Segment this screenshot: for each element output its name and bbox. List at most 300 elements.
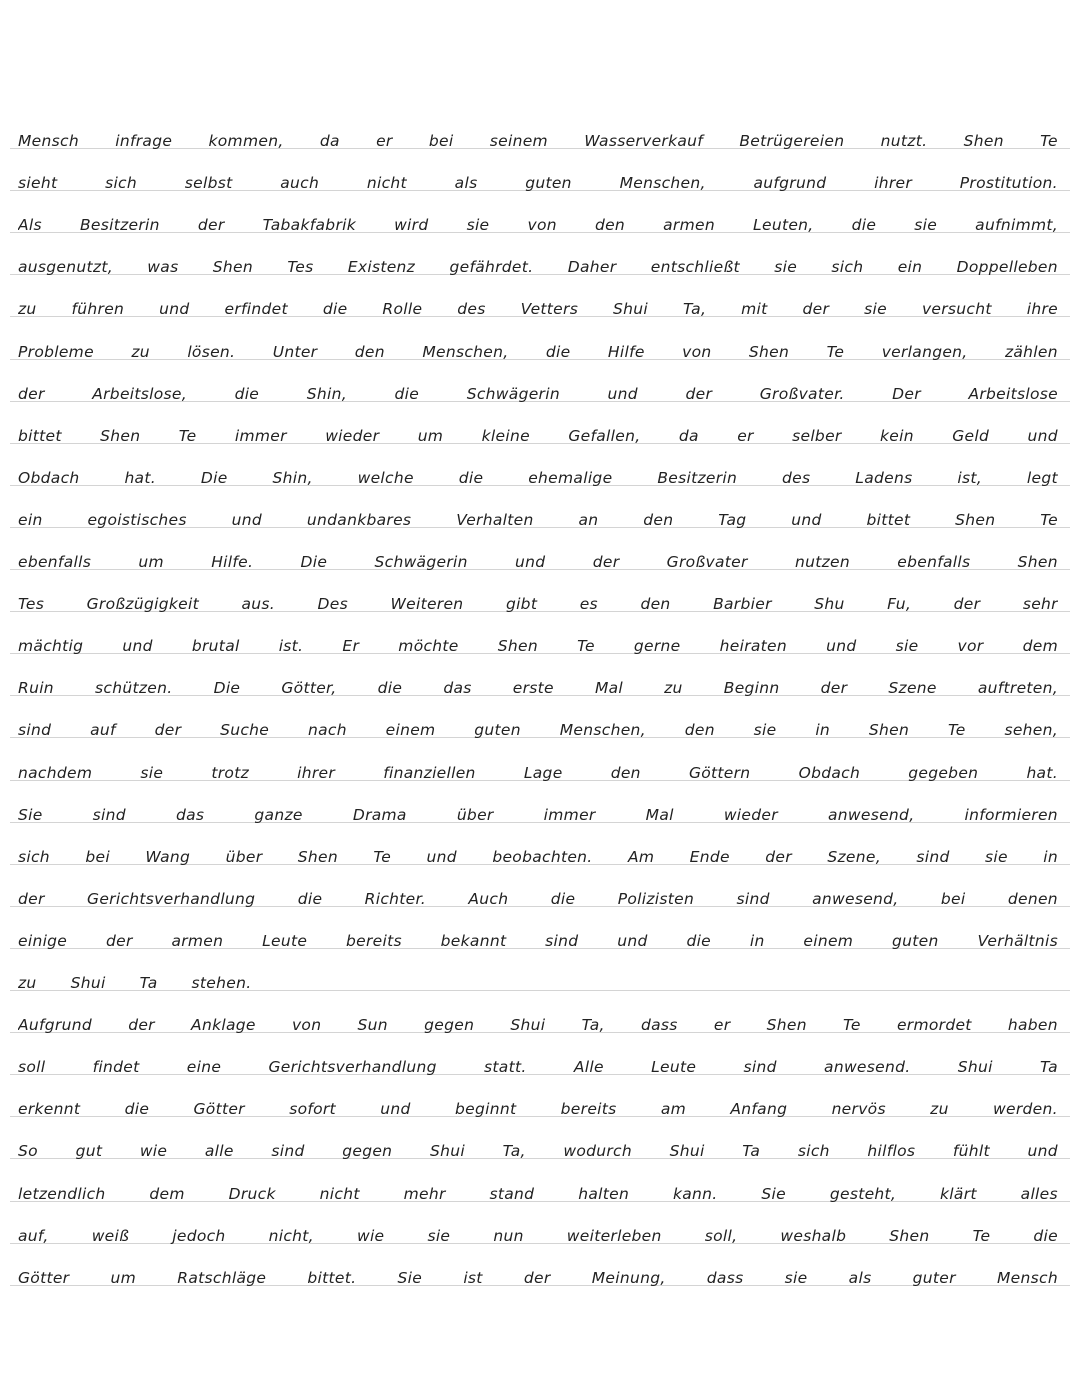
- word: soll,: [704, 1227, 738, 1245]
- word: Menschen,: [559, 721, 646, 739]
- word: am: [660, 1100, 687, 1118]
- word: sie: [774, 258, 798, 276]
- word: sind: [271, 1142, 305, 1160]
- word: die: [686, 932, 712, 950]
- word: Ende: [689, 848, 730, 866]
- word: Te: [178, 427, 197, 445]
- word: Shen: [297, 848, 339, 866]
- word: Shin,: [306, 385, 347, 403]
- word: auf: [90, 721, 116, 739]
- word: Anfang: [730, 1100, 788, 1118]
- word: welche: [357, 469, 414, 487]
- word: infrage: [115, 132, 173, 150]
- word: weshalb: [780, 1227, 847, 1245]
- word: und: [380, 1100, 411, 1118]
- word: einem: [803, 932, 854, 950]
- word: sich: [797, 1142, 830, 1160]
- word: erste: [512, 679, 554, 697]
- text-line: [18, 1251, 1058, 1287]
- word: armen: [171, 932, 224, 950]
- word: kein: [879, 427, 914, 445]
- word: über: [456, 806, 494, 824]
- word: es: [579, 595, 598, 613]
- word: um: [138, 553, 164, 571]
- text-line: [18, 998, 1058, 1034]
- word: Leuten,: [753, 216, 814, 234]
- word: guten: [525, 174, 572, 192]
- word: Shui: [957, 1058, 993, 1076]
- word: undankbares: [306, 511, 412, 529]
- word: findet: [92, 1058, 140, 1076]
- word: eine: [186, 1058, 222, 1076]
- text-line: [18, 830, 1058, 866]
- word: statt.: [484, 1058, 527, 1076]
- word: Ta: [1040, 1058, 1058, 1076]
- word: und: [515, 553, 546, 571]
- word: er: [376, 132, 393, 150]
- word: Arbeitslose,: [92, 385, 187, 403]
- word: bittet.: [307, 1269, 357, 1287]
- word: Te: [577, 637, 595, 655]
- word: anwesend,: [827, 806, 915, 824]
- word: Shen: [497, 637, 538, 655]
- word: Shui: [669, 1142, 705, 1160]
- word: seinem: [489, 132, 548, 150]
- word: der: [523, 1269, 551, 1287]
- word: Polizisten: [617, 890, 695, 908]
- word: der: [105, 932, 133, 950]
- word: den: [610, 764, 641, 782]
- word: der: [592, 553, 620, 571]
- word: ebenfalls: [18, 553, 92, 571]
- word: Shen: [963, 132, 1004, 150]
- word: schützen.: [95, 679, 173, 697]
- word: wird: [394, 216, 429, 234]
- word: Fu,: [887, 595, 912, 613]
- word: sie: [985, 848, 1008, 866]
- word: er: [713, 1016, 731, 1034]
- text-line: [18, 409, 1058, 445]
- word: der: [154, 721, 182, 739]
- word: Tes: [18, 595, 45, 613]
- word: alle: [204, 1142, 234, 1160]
- word: Tes: [287, 258, 314, 276]
- word: Ladens: [855, 469, 913, 487]
- word: Besitzerin: [79, 216, 160, 234]
- word: selber: [792, 427, 842, 445]
- word: kleine: [481, 427, 530, 445]
- word: nicht: [319, 1185, 360, 1203]
- word: bereits: [560, 1100, 617, 1118]
- word: Menschen,: [422, 343, 509, 361]
- word: bereits: [346, 932, 402, 950]
- word: dem: [1022, 637, 1058, 655]
- word: ihrer: [297, 764, 336, 782]
- word: Die: [200, 469, 228, 487]
- word: Obdach: [18, 469, 80, 487]
- word: Schwägerin: [374, 553, 468, 571]
- word: aufnimmt,: [975, 216, 1058, 234]
- word: Shui: [70, 974, 106, 992]
- word: dass: [640, 1016, 678, 1034]
- word: kommen,: [208, 132, 284, 150]
- word: vor: [957, 637, 984, 655]
- text-line: [18, 198, 1058, 234]
- word: gesteht,: [829, 1185, 897, 1203]
- word: Am: [627, 848, 655, 866]
- word: guten: [474, 721, 521, 739]
- word: Hilfe: [607, 343, 645, 361]
- word: Lage: [523, 764, 563, 782]
- word: Richter.: [364, 890, 426, 908]
- word: und: [426, 848, 457, 866]
- word: er: [737, 427, 754, 445]
- word: nutzen: [794, 553, 850, 571]
- text-line: [18, 788, 1058, 824]
- word: den: [643, 511, 674, 529]
- word: immer: [234, 427, 287, 445]
- word: Prostitution.: [959, 174, 1058, 192]
- word: weiterleben: [566, 1227, 662, 1245]
- word: das: [176, 806, 205, 824]
- word: Sun: [357, 1016, 388, 1034]
- word: Götter: [18, 1269, 70, 1287]
- word: führen: [71, 300, 125, 318]
- word: Der: [892, 385, 921, 403]
- word: sofort: [289, 1100, 336, 1118]
- word: Wang: [145, 848, 191, 866]
- word: zu: [664, 679, 683, 697]
- word: Die: [300, 553, 328, 571]
- word: Gerichtsverhandlung: [268, 1058, 437, 1076]
- word: wie: [139, 1142, 168, 1160]
- text-line: [18, 1209, 1058, 1245]
- word: da: [319, 132, 340, 150]
- word: Verhältnis: [977, 932, 1058, 950]
- word: Shen: [955, 511, 996, 529]
- word: nicht,: [268, 1227, 314, 1245]
- word: sich: [105, 174, 138, 192]
- word: haben: [1007, 1016, 1058, 1034]
- word: sind: [743, 1058, 777, 1076]
- word: Des: [317, 595, 348, 613]
- word: zu: [930, 1100, 949, 1118]
- word: und: [159, 300, 190, 318]
- word: auch: [280, 174, 320, 192]
- word: bittet: [18, 427, 62, 445]
- word: Weiteren: [390, 595, 464, 613]
- word: gegen: [342, 1142, 393, 1160]
- word: jedoch: [172, 1227, 226, 1245]
- word: gibt: [505, 595, 538, 613]
- word: Mal: [645, 806, 674, 824]
- word: die: [1033, 1227, 1058, 1245]
- word: Drama: [352, 806, 407, 824]
- word: Leute: [262, 932, 308, 950]
- word: sie: [895, 637, 919, 655]
- word: Verhalten: [456, 511, 534, 529]
- word: Druck: [228, 1185, 276, 1203]
- word: die: [234, 385, 260, 403]
- word: zu: [18, 300, 37, 318]
- text-line: [18, 240, 1058, 276]
- word: Großzügigkeit: [86, 595, 199, 613]
- word: mehr: [403, 1185, 446, 1203]
- word: gefährdet.: [449, 258, 534, 276]
- word: informieren: [964, 806, 1058, 824]
- text-line: [18, 914, 1058, 950]
- word: erfindet: [224, 300, 288, 318]
- word: Barbier: [713, 595, 772, 613]
- word: gerne: [633, 637, 681, 655]
- word: Te: [1040, 511, 1058, 529]
- text-line: [18, 282, 1058, 318]
- word: nervös: [831, 1100, 886, 1118]
- word: die: [851, 216, 877, 234]
- word: möchte: [398, 637, 459, 655]
- text-line: [18, 367, 1058, 403]
- word: über: [225, 848, 263, 866]
- word: um: [417, 427, 444, 445]
- word: um: [110, 1269, 137, 1287]
- word: von: [291, 1016, 322, 1034]
- word: ihrer: [874, 174, 913, 192]
- word: Auch: [468, 890, 509, 908]
- word: Arbeitslose: [968, 385, 1058, 403]
- word: da: [678, 427, 699, 445]
- word: wodurch: [563, 1142, 633, 1160]
- word: Besitzerin: [657, 469, 738, 487]
- word: Gefallen,: [568, 427, 641, 445]
- word: die: [550, 890, 576, 908]
- word: in: [1043, 848, 1058, 866]
- word: die: [458, 469, 484, 487]
- word: sehen,: [1004, 721, 1058, 739]
- text-line: [18, 1124, 1058, 1160]
- word: Obdach: [798, 764, 861, 782]
- word: in: [749, 932, 765, 950]
- word: Meinung,: [591, 1269, 666, 1287]
- word: die: [297, 890, 323, 908]
- word: finanziellen: [383, 764, 476, 782]
- word: Göttern: [688, 764, 751, 782]
- word: legt: [1026, 469, 1058, 487]
- word: sind: [18, 721, 52, 739]
- word: Sie: [397, 1269, 423, 1287]
- word: Te: [843, 1016, 861, 1034]
- word: bei: [428, 132, 454, 150]
- word: stand: [489, 1185, 535, 1203]
- word: kann.: [672, 1185, 718, 1203]
- word: hat.: [124, 469, 156, 487]
- word: und: [1027, 427, 1058, 445]
- word: soll: [18, 1058, 46, 1076]
- word: ehemalige: [528, 469, 613, 487]
- word: Rolle: [382, 300, 423, 318]
- word: ist: [463, 1269, 483, 1287]
- word: beobachten.: [492, 848, 593, 866]
- word: Hilfe.: [211, 553, 254, 571]
- text-line: [18, 156, 1058, 192]
- word: bei: [85, 848, 110, 866]
- word: den: [684, 721, 715, 739]
- word: Wasserverkauf: [584, 132, 704, 150]
- word: der: [685, 385, 713, 403]
- text-line: [18, 114, 1058, 150]
- word: beginnt: [454, 1100, 517, 1118]
- word: letzendlich: [18, 1185, 106, 1203]
- word: ganze: [254, 806, 303, 824]
- text-line: [18, 703, 1058, 739]
- word: wie: [356, 1227, 385, 1245]
- word: mit: [741, 300, 768, 318]
- word: nachdem: [18, 764, 93, 782]
- word: Te: [947, 721, 966, 739]
- text-line: [18, 493, 1058, 529]
- word: stehen.: [191, 974, 252, 992]
- word: halten: [578, 1185, 630, 1203]
- word: sind: [92, 806, 126, 824]
- word: Aufgrund: [18, 1016, 92, 1034]
- word: Leute: [651, 1058, 697, 1076]
- word: ein: [18, 511, 43, 529]
- word: Shu: [814, 595, 845, 613]
- word: Ta,: [502, 1142, 526, 1160]
- word: des: [782, 469, 811, 487]
- word: hilflos: [867, 1142, 916, 1160]
- word: Szene: [888, 679, 937, 697]
- word: Schwägerin: [466, 385, 560, 403]
- word: der: [820, 679, 848, 697]
- word: Alle: [573, 1058, 604, 1076]
- word: selbst: [184, 174, 233, 192]
- word: sind: [545, 932, 579, 950]
- word: Shen: [868, 721, 910, 739]
- word: ihre: [1026, 300, 1058, 318]
- word: den: [354, 343, 385, 361]
- word: Szene,: [827, 848, 881, 866]
- text-line: [18, 746, 1058, 782]
- word: sich: [18, 848, 50, 866]
- word: hat.: [1026, 764, 1058, 782]
- word: Ta,: [581, 1016, 605, 1034]
- word: Sie: [18, 806, 43, 824]
- word: auf,: [18, 1227, 49, 1245]
- word: Shen: [100, 427, 141, 445]
- word: das: [443, 679, 472, 697]
- word: die: [322, 300, 348, 318]
- word: einige: [18, 932, 68, 950]
- word: mächtig: [18, 637, 84, 655]
- word: und: [1027, 1142, 1058, 1160]
- word: Er: [342, 637, 360, 655]
- word: und: [826, 637, 857, 655]
- word: die: [377, 679, 403, 697]
- word: bittet: [866, 511, 911, 529]
- word: sie: [753, 721, 777, 739]
- word: Te: [972, 1227, 991, 1245]
- word: Als: [18, 216, 42, 234]
- word: dem: [149, 1185, 185, 1203]
- word: nach: [307, 721, 347, 739]
- word: als: [848, 1269, 872, 1287]
- word: ebenfalls: [897, 553, 971, 571]
- word: guter: [912, 1269, 956, 1287]
- word: zu: [131, 343, 150, 361]
- word: Ta: [742, 1142, 761, 1160]
- word: wieder: [325, 427, 380, 445]
- word: sind: [916, 848, 950, 866]
- word: der: [18, 385, 45, 403]
- word: bei: [940, 890, 966, 908]
- word: werden.: [993, 1100, 1058, 1118]
- word: Menschen,: [619, 174, 706, 192]
- word: fühlt: [952, 1142, 990, 1160]
- word: Shui: [510, 1016, 546, 1034]
- word: und: [791, 511, 822, 529]
- word: sehr: [1022, 595, 1058, 613]
- word: dass: [706, 1269, 744, 1287]
- word: Shen: [889, 1227, 930, 1245]
- text-line: [18, 619, 1058, 655]
- text-line: [18, 1167, 1058, 1203]
- word: gegen: [424, 1016, 475, 1034]
- word: der: [128, 1016, 155, 1034]
- word: ein: [897, 258, 923, 276]
- word: Unter: [272, 343, 318, 361]
- word: sie: [914, 216, 938, 234]
- word: der: [18, 890, 45, 908]
- word: Beginn: [723, 679, 780, 697]
- word: Shin,: [272, 469, 313, 487]
- word: der: [197, 216, 225, 234]
- word: versucht: [921, 300, 992, 318]
- word: als: [454, 174, 478, 192]
- word: sie: [864, 300, 887, 318]
- word: Doppelleben: [956, 258, 1058, 276]
- word: den: [594, 216, 626, 234]
- word: gegeben: [908, 764, 979, 782]
- text-line: [18, 577, 1058, 613]
- word: von: [527, 216, 557, 234]
- word: Te: [373, 848, 392, 866]
- word: armen: [663, 216, 715, 234]
- text-line: [18, 535, 1058, 571]
- word: Betrügereien: [739, 132, 845, 150]
- word: nicht: [366, 174, 407, 192]
- word: die: [124, 1100, 150, 1118]
- word: die: [394, 385, 420, 403]
- text-line: [18, 1040, 1058, 1076]
- word: Tabakfabrik: [262, 216, 356, 234]
- word: Ta,: [683, 300, 707, 318]
- word: So: [18, 1142, 38, 1160]
- word: nutzt.: [880, 132, 928, 150]
- word: alles: [1020, 1185, 1058, 1203]
- word: sich: [831, 258, 864, 276]
- word: und: [607, 385, 638, 403]
- word: Probleme: [18, 343, 94, 361]
- word: klärt: [940, 1185, 977, 1203]
- word: ermordet: [896, 1016, 972, 1034]
- word: entschließt: [650, 258, 740, 276]
- word: lösen.: [187, 343, 236, 361]
- word: von: [682, 343, 712, 361]
- word: Shui: [613, 300, 649, 318]
- word: ist.: [278, 637, 304, 655]
- word: Gerichtsverhandlung: [87, 890, 256, 908]
- word: Mensch: [18, 132, 79, 150]
